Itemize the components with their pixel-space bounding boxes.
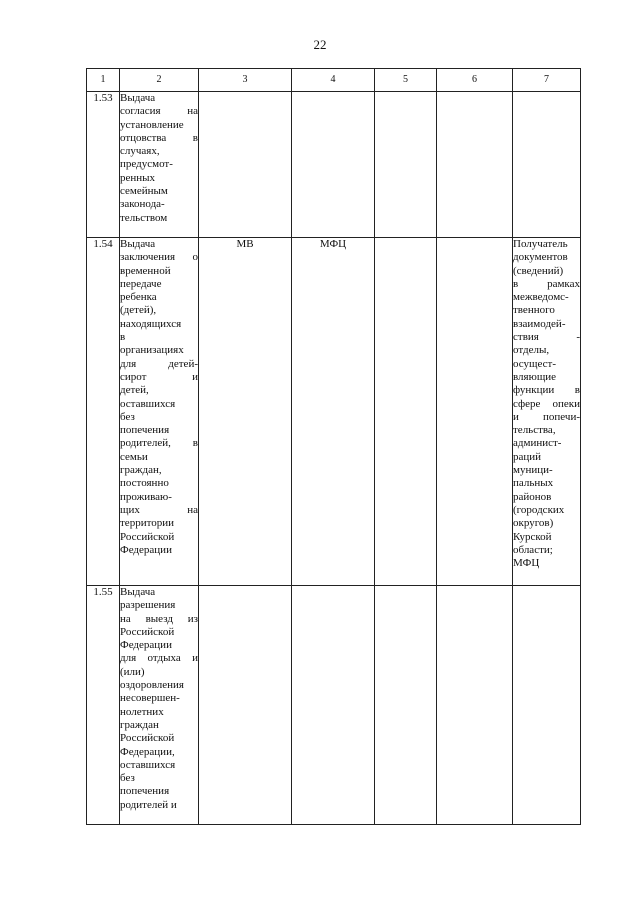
col3-cell [199, 92, 292, 238]
cell-text-line: муници- [513, 464, 553, 477]
col5-cell [375, 586, 437, 825]
cell-text-line: отделы, [513, 344, 550, 357]
cell-text-line: твенного [513, 304, 555, 317]
cell-text-line: раций [513, 450, 542, 463]
service-name-cell [120, 586, 199, 825]
col4-cell: МФЦ [292, 238, 375, 586]
cell-text-line: в рамках [513, 277, 580, 290]
cell-text-line: функции в [513, 384, 580, 397]
table-row [87, 92, 581, 238]
cell-text-line: вляющие [513, 370, 557, 383]
cell-text-line: оздоровления [120, 679, 184, 692]
column-header-3: 3 [199, 69, 292, 92]
cell-text-line: сирот и [120, 370, 198, 383]
cell-text-line: установление [120, 118, 184, 131]
cell-text-line: в [120, 331, 126, 344]
cell-text-line: заключения о [120, 251, 198, 264]
cell-text-line: попечения [120, 424, 170, 437]
cell-text-line: территории [120, 517, 175, 530]
cell-text-line: граждан [120, 718, 159, 731]
col3-cell [199, 586, 292, 825]
service-name-cell [120, 92, 199, 238]
cell-text-line: Выдача [120, 92, 156, 104]
column-header-5: 5 [375, 69, 437, 92]
cell-text-line: для детей- [120, 357, 198, 370]
cell-text-line: пальных [513, 477, 554, 490]
cell-text-line: Выдача [120, 238, 156, 250]
cell-text-line: находящихся [120, 317, 182, 330]
cell-text-line: оставшихся [120, 397, 176, 410]
cell-text-line: щих на [120, 503, 198, 516]
col5-cell [375, 92, 437, 238]
cell-text-line: районов [513, 490, 552, 503]
page-number: 22 [313, 37, 327, 52]
recipient-cell [513, 92, 581, 238]
cell-text-line: тельства, [513, 424, 556, 437]
col6-cell [437, 586, 513, 825]
cell-text-line: без [120, 772, 135, 785]
cell-text-line: ребенка [120, 291, 157, 304]
cell-text-line: Выдача [120, 586, 156, 598]
cell-text-line: на выезд из [120, 612, 198, 625]
cell-text-line: граждан, [120, 464, 162, 477]
col6-cell [437, 238, 513, 586]
cell-text-line: округов) [513, 517, 554, 530]
cell-text-line: временной [120, 264, 171, 277]
cell-text-line: Российской [120, 732, 175, 745]
cell-text-line: Федерации, [120, 745, 175, 758]
cell-text-line: случаях, [120, 145, 160, 158]
services-table [86, 68, 581, 825]
cell-text-line: детей, [120, 384, 149, 397]
column-header-1: 1 [87, 69, 120, 92]
cell-text-line: (или) [120, 665, 145, 678]
column-header-2: 2 [120, 69, 199, 92]
cell-text-line: МФЦ [513, 557, 540, 570]
col3-cell: МВ [199, 238, 292, 586]
cell-text-line: сфере опеки [513, 397, 580, 410]
cell-text-line: и попечи- [513, 410, 580, 423]
col6-cell [437, 92, 513, 238]
row-number: 1.55 [87, 586, 120, 825]
cell-text-line: области; [513, 543, 553, 556]
cell-text-line: законода- [120, 198, 165, 211]
cell-text-line: согласия на [120, 105, 198, 118]
col4-cell [292, 92, 375, 238]
cell-text-line: взаимодей- [513, 317, 566, 330]
table-header-row [87, 69, 581, 92]
cell-text-line: (детей), [120, 304, 157, 317]
cell-text-line: осущест- [513, 357, 556, 370]
cell-text-line: Федерации [120, 639, 172, 652]
recipient-cell [513, 238, 581, 586]
cell-text-line: (городских [513, 503, 565, 516]
cell-text-line: передаче [120, 277, 162, 290]
cell-text-line: семейным [120, 185, 168, 198]
cell-text-line: семьи [120, 450, 148, 463]
recipient-cell [513, 586, 581, 825]
cell-text-line: ренных [120, 171, 156, 184]
cell-text-line: документов [513, 251, 568, 264]
cell-text-line: для отдыха и [120, 652, 198, 665]
cell-text-line: родителей и [120, 798, 177, 811]
cell-text-line: нолетних [120, 705, 164, 718]
column-header-6: 6 [437, 69, 513, 92]
cell-text-line: тельством [120, 211, 168, 224]
cell-text-line: межведомс- [513, 291, 569, 304]
cell-text-line: Российской [120, 625, 175, 638]
cell-text-line: Российской [120, 530, 175, 543]
cell-text-line: родителей, в [120, 437, 198, 450]
col4-cell [292, 586, 375, 825]
cell-text-line: (сведений) [513, 264, 564, 277]
cell-text-line: оставшихся [120, 758, 176, 771]
column-header-4: 4 [292, 69, 375, 92]
row-number: 1.54 [87, 238, 120, 586]
cell-text-line: отцовства в [120, 131, 198, 144]
cell-text-line: без [120, 410, 135, 423]
cell-text-line: Получатель [513, 238, 568, 250]
cell-text-line: ствия - [513, 331, 580, 344]
cell-text-line: постоянно [120, 477, 169, 490]
row-number: 1.53 [87, 92, 120, 238]
service-name-cell [120, 238, 199, 586]
table-row [87, 238, 581, 586]
table-row [87, 586, 581, 825]
cell-text-line: несовершен- [120, 692, 180, 705]
cell-text-line: Федерации [120, 543, 172, 556]
cell-text-line: попечения [120, 785, 170, 798]
cell-text-line: Курской [513, 530, 552, 543]
cell-text-line: проживаю- [120, 490, 172, 503]
cell-text-line: разрешения [120, 599, 176, 612]
col5-cell [375, 238, 437, 586]
cell-text-line: организациях [120, 344, 184, 357]
column-header-7: 7 [513, 69, 581, 92]
cell-text-line: предусмот- [120, 158, 173, 171]
cell-text-line: админист- [513, 437, 562, 450]
